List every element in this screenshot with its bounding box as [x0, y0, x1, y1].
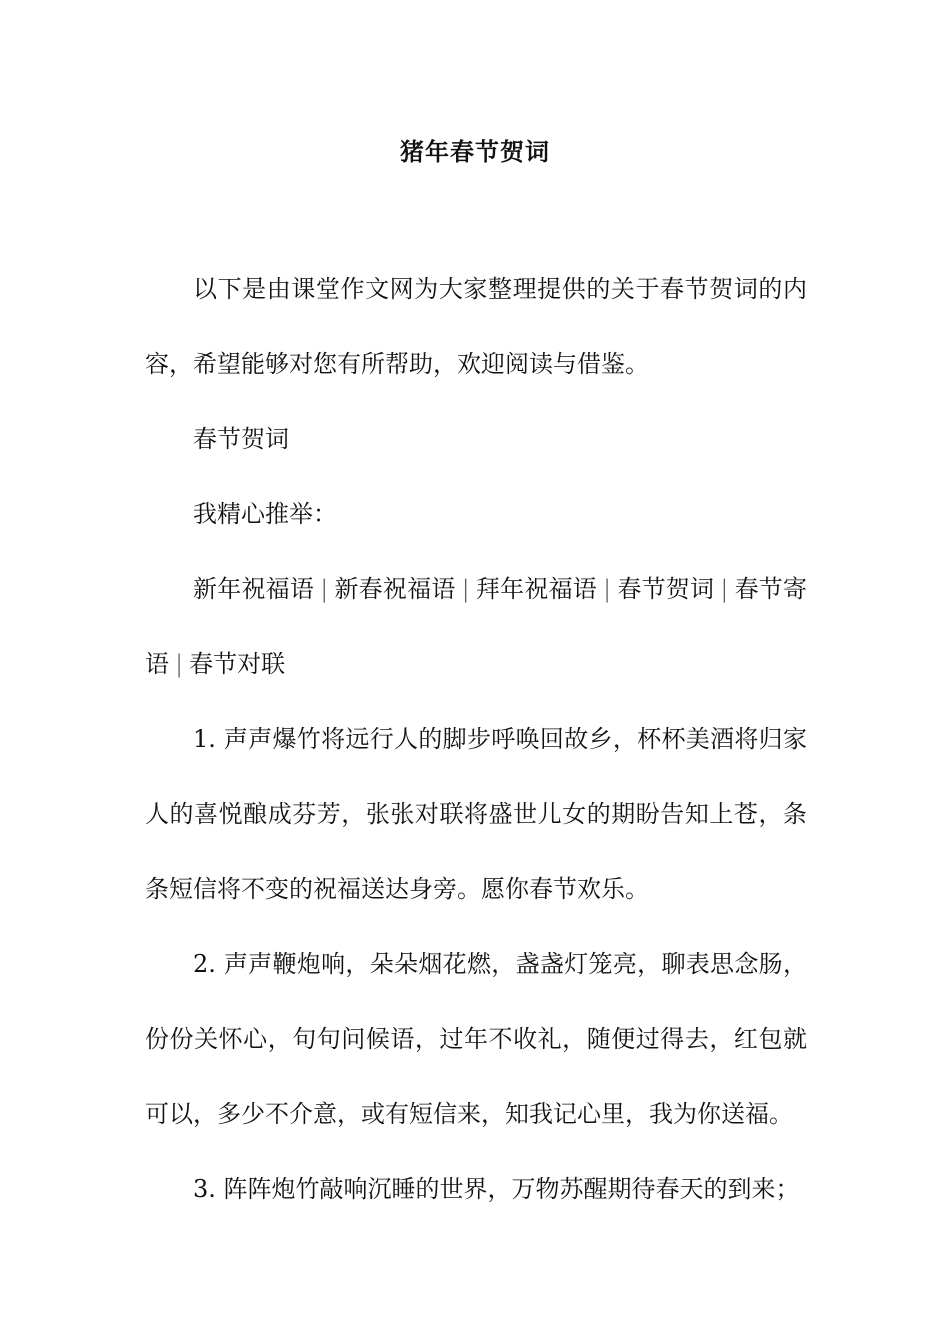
- greeting-item-2: 2. 声声鞭炮响，朵朵烟花燃，盏盏灯笼亮，聊表思念肠，份份关怀心，句句问候语，过年不收礼，随便过得去，红包就可以，多少不介意，或有短信来，知我记心里，我为你送福。: [145, 950, 807, 1128]
- section-heading: 春节贺词: [193, 425, 289, 453]
- link-new-year-wishes[interactable]: 新年祝福语: [193, 575, 315, 603]
- link-spring-festival-couplets[interactable]: 春节对联: [189, 650, 286, 678]
- recommend-links: [145, 552, 807, 702]
- document-title: 猪年春节贺词: [400, 137, 550, 166]
- document-body: [145, 252, 807, 1227]
- link-new-year-greetings[interactable]: 拜年祝福语: [475, 575, 598, 603]
- link-spring-festival-greetings[interactable]: 春节贺词: [617, 575, 715, 603]
- intro-paragraph: 以下是由课堂作文网为大家整理提供的关于春节贺词的内容，希望能够对您有所帮助，欢迎阅读与借鉴。: [145, 275, 807, 378]
- link-spring-festival-messages[interactable]: 春节寄语: [145, 575, 808, 678]
- recommend-label: 我精心推举：: [193, 500, 337, 528]
- link-separator: |: [603, 575, 612, 603]
- link-separator: |: [720, 575, 729, 603]
- greeting-item-1: 1. 声声爆竹将远行人的脚步呼唤回故乡，杯杯美酒将归家人的喜悦酿成芬芳，张张对联将盛世儿女的期盼告知上苍，条条短信将不变的祝福送达身旁。愿你春节欢乐。: [145, 725, 807, 903]
- greeting-item-3: 3. 阵阵炮竹敲响沉睡的世界，万物苏醒期待春天的到来；: [193, 1175, 800, 1203]
- link-separator: |: [175, 650, 184, 678]
- link-separator: |: [320, 575, 329, 603]
- link-separator: |: [461, 575, 470, 603]
- link-spring-wishes[interactable]: 新春祝福语: [334, 575, 456, 603]
